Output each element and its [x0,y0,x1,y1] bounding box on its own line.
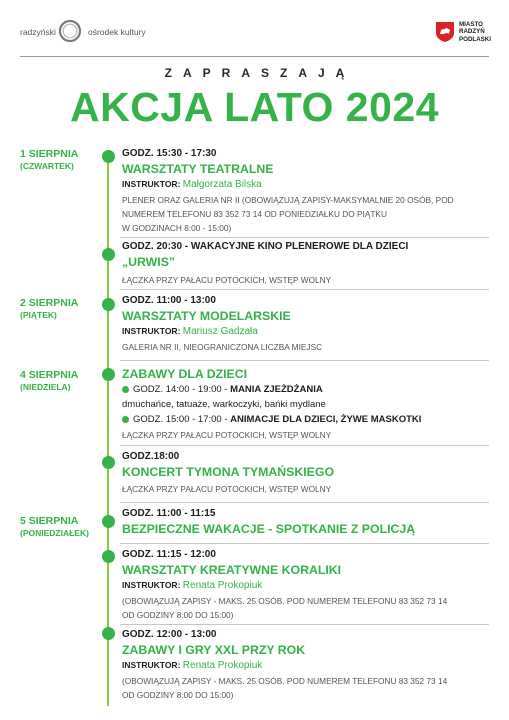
event-instructor [122,660,262,671]
timeline-dot [102,456,115,469]
event-info-line: OD GODZINY 8:00 DO 15:00) [122,690,234,700]
org-name-left: radzyński [20,27,56,37]
day-date-3: 4 SIERPNIA [20,369,79,381]
event-title: WARSZTATY TEATRALNE [122,162,274,176]
event-divider [120,445,489,446]
event-info-line: OD GODZINY 8:00 DO 15:00) [122,610,234,620]
timeline-dot [102,627,115,640]
day-date-2: 2 SIERPNIA [20,297,79,309]
event-info-line: PLENER ORAZ GALERIA NR II (OBOWIĄZUJĄ ZAPISY-MAKSYMALNIE 20 OSÓB, POD [122,195,454,205]
invite-heading: ZAPRASZAJĄ [164,66,356,80]
event-divider [120,502,489,503]
event-instructor [122,580,262,591]
event-time: GODZ. 20:30 - WAKACYJNE KINO PLENEROWE DLA DZIECI [122,241,409,252]
timeline-dot [102,248,115,261]
bullet-icon [122,386,129,393]
sub-name: ANIMACJE DLA DZIECI, ŻYWE MASKOTKI [230,414,422,425]
sub-time: GODZ. 15:00 - 17:00 - [133,414,228,425]
timeline-dot [102,368,115,381]
event-time: GODZ. 11:00 - 11:15 [122,508,216,519]
city-name [459,21,491,43]
event-divider [120,543,489,544]
instructor-name: Renata Prokopiuk [182,660,263,671]
day-date-1: 1 SIERPNIA [20,148,79,160]
city-line-2: RADZYŃ [459,28,485,36]
instructor-name: Małgorzata Bilska [182,179,262,190]
event-info-line: (OBOWIĄZUJĄ ZAPISY - MAKS. 25 OSÓB, POD NUMEREM TELEFONU 83 352 73 14 [122,596,448,606]
event-info-line: NUMEREM TELEFONU 83 352 73 14 OD PONIEDZIAŁKU DO PIĄTKU [122,209,387,219]
instructor-label: INSTRUKTOR: [122,580,181,590]
event-divider [120,237,489,238]
event-title: ZABAWY I GRY XXL PRZY ROK [122,643,306,657]
event-title: „URWIS” [122,255,176,269]
day-date-4: 5 SIERPNIA [20,515,79,527]
instructor-name: Mariusz Gadzała [182,326,258,337]
day-weekday-4: (PONIEDZIAŁEK) [20,528,89,538]
event-info-line: W GODZINACH 8:00 - 15:00) [122,223,232,233]
event-title: WARSZTATY MODELARSKIE [122,309,291,323]
event-info-line: ŁĄCZKA PRZY PAŁACU POTOCKICH, WSTĘP WOLNY [122,484,332,494]
event-time: GODZ. 12:00 - 13:00 [122,629,217,640]
city-crest-icon [435,21,455,43]
event-time: GODZ. 15:30 - 17:30 [122,148,217,159]
bullet-icon [122,416,129,423]
event-time: GODZ. 11:15 - 12:00 [122,549,216,560]
event-time: GODZ.18:00 [122,451,180,462]
instructor-label: INSTRUKTOR: [122,179,181,189]
event-info-line: ŁĄCZKA PRZY PAŁACU POTOCKICH, WSTĘP WOLNY [122,275,332,285]
event-sub-item [122,384,323,395]
day-weekday-3: (NIEDZIELA) [20,382,71,392]
event-sub-detail: dmuchańce, tatuaże, warkoczyki, bańki mydlane [122,399,326,410]
instructor-label: INSTRUKTOR: [122,660,181,670]
event-instructor [122,326,258,337]
event-title: KONCERT TYMONA TYMAŃSKIEGO [122,465,335,479]
city-line-3: PODLASKI [459,35,491,43]
timeline-dot [102,150,115,163]
day-weekday-2: (PIĄTEK) [20,310,57,320]
event-time: GODZ. 11:00 - 13:00 [122,295,216,306]
event-divider [120,360,489,361]
sub-time: GODZ. 14:00 - 19:00 - [133,384,228,395]
event-info-line: (OBOWIĄZUJĄ ZAPISY - MAKS. 25 OSÓB, POD NUMEREM TELEFONU 83 352 73 14 [122,676,448,686]
event-title: ZABAWY DLA DZIECI [122,367,248,381]
instructor-label: INSTRUKTOR: [122,326,181,336]
day-weekday-1: (CZWARTEK) [20,161,74,171]
instructor-name: Renata Prokopiuk [182,580,263,591]
event-instructor [122,179,262,190]
event-info-line: GALERIA NR II, NIEOGRANICZONA LICZBA MIEJSC [122,342,323,352]
ring-logo-icon [58,19,82,43]
timeline-dot [102,515,115,528]
event-title: WARSZTATY KREATYWNE KORALIKI [122,563,342,577]
header-divider [20,56,489,57]
page-title: AKCJA LATO 2024 [69,84,439,130]
timeline-dot [102,298,115,311]
timeline-line [107,150,109,706]
timeline-dot [102,550,115,563]
city-line-1: MIASTO [459,21,483,28]
sub-name: MANIA ZJEŻDŻANIA [230,384,323,395]
event-divider [120,289,489,290]
org-name-right: ośrodek kultury [88,27,146,37]
event-info-line: ŁĄCZKA PRZY PAŁACU POTOCKICH, WSTĘP WOLNY [122,430,332,440]
event-title: BEZPIECZNE WAKACJE - SPOTKANIE Z POLICJĄ [122,522,416,536]
event-sub-item [122,414,421,425]
event-divider [120,624,489,625]
